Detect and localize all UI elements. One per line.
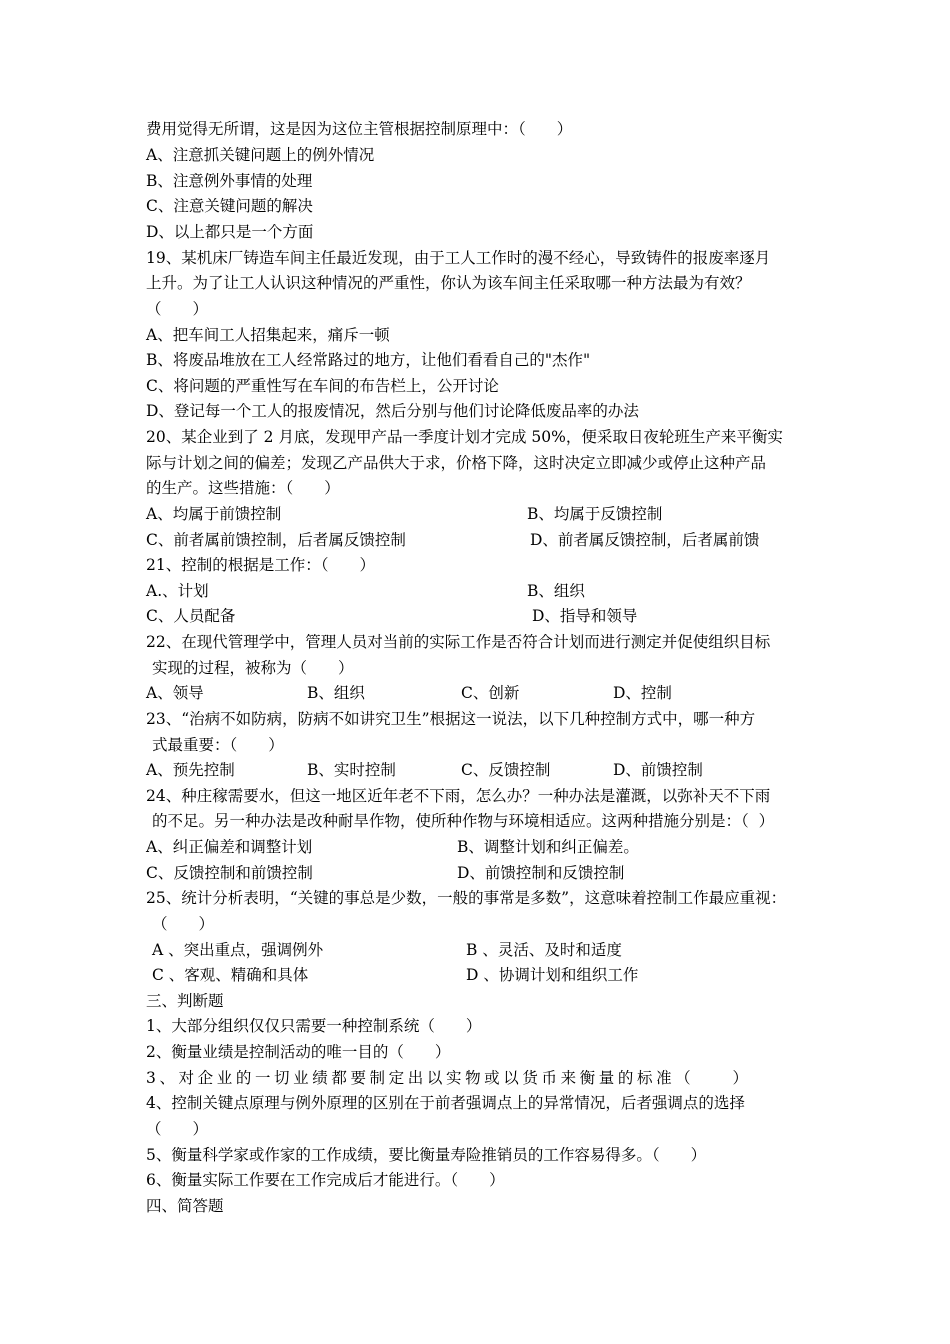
option-b: B、将废品堆放在工人经常路过的地方，让他们看看自己的"杰作": [146, 351, 591, 369]
judgment-2: 2、衡量业绩是控制活动的唯一目的（ ）: [146, 1043, 451, 1061]
judgment-4-line-1: 4、控制关键点原理与例外原理的区别在于前者强调点上的异常情况，后者强调点的选择: [146, 1094, 745, 1112]
option-c: C、注意关键问题的解决: [146, 197, 313, 215]
option-a: A、均属于前馈控制: [146, 505, 282, 523]
option-c: C、创新: [461, 684, 520, 702]
option-b: B、均属于反馈控制: [527, 505, 663, 523]
question-25-line-2: （ ）: [152, 915, 215, 933]
option-c: C 、客观、精确和具体: [152, 966, 309, 984]
question-23-line-1: 23、“治病不如防病，防病不如讲究卫生”根据这一说法，以下几种控制方式中，哪一种方: [146, 710, 756, 728]
option-c: C、将问题的严重性写在车间的布告栏上，公开讨论: [146, 377, 499, 395]
option-d: D、前馈控制和反馈控制: [457, 864, 625, 882]
judgment-3: 3、对企业的一切业绩都要制定出以实物或以货币来衡量的标准（ ）: [146, 1069, 752, 1087]
question-19-line-3: （ ）: [146, 300, 209, 318]
judgment-4-line-2: （ ）: [146, 1120, 209, 1138]
option-b: B、组织: [527, 582, 585, 600]
question-19-line-1: 19、某机床厂铸造车间主任最近发现，由于工人工作时的漫不经心，导致铸件的报废率逐月: [146, 249, 771, 267]
option-a: A、领导: [146, 684, 204, 702]
option-a: A、把车间工人招集起来，痛斥一顿: [146, 326, 390, 344]
judgment-5: 5、衡量科学家或作家的工作成绩，要比衡量寿险推销员的工作容易得多。（ ）: [146, 1146, 707, 1164]
option-d: D、指导和领导: [532, 607, 638, 625]
option-c: C、人员配备: [146, 607, 236, 625]
option-b: B、实时控制: [307, 761, 396, 779]
question-23-line-2: 式最重要：（ ）: [152, 736, 284, 754]
option-b: B 、灵活、及时和适度: [466, 941, 622, 959]
question-18-stem-tail: 费用觉得无所谓，这是因为这位主管根据控制原理中：（ ）: [146, 120, 573, 138]
option-c: C、反馈控制: [461, 761, 551, 779]
option-d: D、前者属反馈控制，后者属前馈: [530, 531, 760, 549]
question-19-line-2: 上升。为了让工人认识这种情况的严重性，你认为该车间主任采取哪一种方法最为有效？: [146, 274, 751, 292]
section-heading-short-answer: 四、简答题: [146, 1197, 224, 1215]
option-a: A、注意抓关键问题上的例外情况: [146, 146, 375, 164]
option-a: A、预先控制: [146, 761, 235, 779]
option-d: D 、协调计划和组织工作: [466, 966, 639, 984]
option-b: B、组织: [307, 684, 365, 702]
question-25-line-1: 25、统计分析表明，“关键的事总是少数，一般的事常是多数”，这意味着控制工作最应重视：: [146, 889, 787, 907]
judgment-1: 1、大部分组织仅仅只需要一种控制系统（ ）: [146, 1017, 482, 1035]
option-d: D、前馈控制: [613, 761, 703, 779]
question-20-line-1: 20、某企业到了 2 月底，发现甲产品一季度计划才完成 50%，便采取日夜轮班生产来平衡实: [146, 428, 783, 446]
option-d: D、登记每一个工人的报废情况，然后分别与他们讨论降低废品率的办法: [146, 402, 639, 420]
option-b: B、注意例外事情的处理: [146, 172, 313, 190]
option-a: A、纠正偏差和调整计划: [146, 838, 313, 856]
option-d: D、以上都只是一个方面: [146, 223, 314, 241]
question-22-line-2: 实现的过程，被称为（ ）: [152, 659, 354, 677]
option-d: D、控制: [613, 684, 672, 702]
judgment-6: 6、衡量实际工作要在工作完成后才能进行。（ ）: [146, 1171, 505, 1189]
question-21: 21、控制的根据是工作：（ ）: [146, 556, 375, 574]
option-c: C、前者属前馈控制，后者属反馈控制: [146, 531, 406, 549]
section-heading-true-false: 三、判断题: [146, 992, 224, 1010]
option-b: B、调整计划和纠正偏差。: [457, 838, 639, 856]
question-24-line-2: 的不足。另一种办法是改种耐旱作物，使所种作物与环境相适应。这两种措施分别是：（ ）: [152, 812, 775, 830]
question-22-line-1: 22、在现代管理学中，管理人员对当前的实际工作是否符合计划而进行测定并促使组织目标: [146, 633, 771, 651]
question-24-line-1: 24、种庄稼需要水，但这一地区近年老不下雨，怎么办？一种办法是灌溉，以弥补天不下雨: [146, 787, 771, 805]
question-20-line-2: 际与计划之间的偏差；发现乙产品供大于求，价格下降，这时决定立即减少或停止这种产品: [146, 454, 767, 472]
option-a: A.、计划: [146, 582, 209, 600]
option-c: C、反馈控制和前馈控制: [146, 864, 313, 882]
option-a: A 、突出重点，强调例外: [152, 941, 324, 959]
question-20-line-3: 的生产。这些措施：（ ）: [146, 479, 340, 497]
